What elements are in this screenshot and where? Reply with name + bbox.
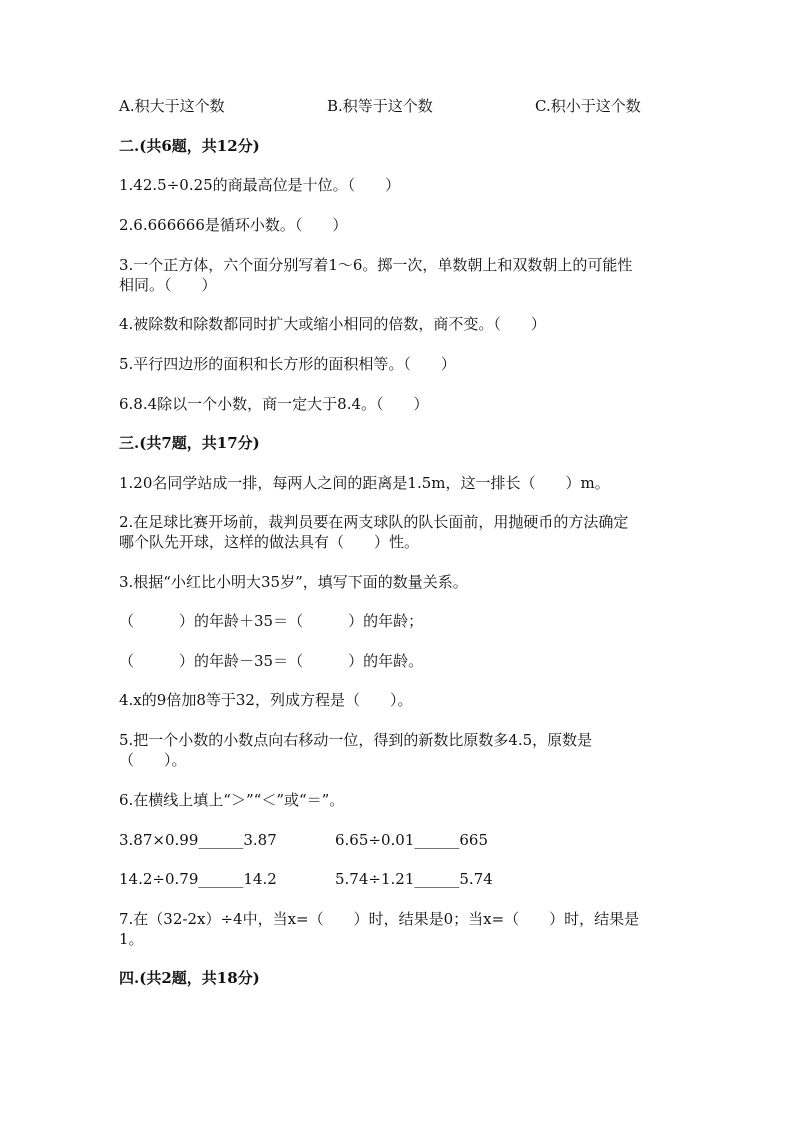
section-2-question-3-line-1: 3.一个正方体，六个面分别写着1～6。掷一次，单数朝上和双数朝上的可能性: [119, 256, 633, 274]
comparison-row-2-right: 5.74÷1.21______5.74: [335, 870, 493, 888]
section-3-question-3-blank-a: （ ）的年龄＋35＝（ ）的年龄；: [119, 612, 424, 630]
section-4-heading: 四.(共2题，共18分): [119, 969, 260, 987]
section-2-heading: 二.(共6题，共12分): [119, 137, 260, 155]
section-3-question-7-line-1: 7.在（32-2x）÷4中，当x=（ ）时，结果是0；当x=（ ）时，结果是: [119, 910, 640, 928]
section-3-question-5-line-2: （ ）。: [119, 751, 187, 769]
option-c: C.积小于这个数: [535, 97, 641, 115]
comparison-row-1-right: 6.65÷0.01______665: [335, 831, 488, 849]
section-3-question-6: 6.在横线上填上“＞”“＜”或“＝”。: [119, 791, 345, 809]
section-3-heading: 三.(共7题，共17分): [119, 434, 260, 452]
option-a: A.积大于这个数: [119, 97, 225, 115]
section-3-question-2-line-2: 哪个队先开球，这样的做法具有（ ）性。: [119, 533, 420, 551]
comparison-row-2-left: 14.2÷0.79______14.2: [119, 870, 277, 888]
section-3-question-7-line-2: 1。: [119, 930, 144, 948]
section-2-question-6: 6.8.4除以一个小数，商一定大于8.4。（ ）: [119, 395, 429, 413]
section-2-question-2: 2.6.666666是循环小数。（ ）: [119, 216, 348, 234]
section-3-question-5-line-1: 5.把一个小数的小数点向右移动一位，得到的新数比原数多4.5，原数是: [119, 731, 593, 749]
section-3-question-4: 4.x的9倍加8等于32，列成方程是（ ）。: [119, 691, 413, 709]
section-3-question-3-blank-b: （ ）的年龄－35＝（ ）的年龄。: [119, 652, 424, 670]
section-2-question-4: 4.被除数和除数都同时扩大或缩小相同的倍数，商不变。（ ）: [119, 315, 546, 333]
section-3-question-2-line-1: 2.在足球比赛开场前，裁判员要在两支球队的队长面前，用抛硬币的方法确定: [119, 513, 629, 531]
section-3-question-1: 1.20名同学站成一排，每两人之间的距离是1.5m，这一排长（ ）m。: [119, 474, 610, 492]
section-2-question-1: 1.42.5÷0.25的商最高位是十位。（ ）: [119, 176, 401, 194]
option-b: B.积等于这个数: [327, 97, 433, 115]
section-2-question-5: 5.平行四边形的面积和长方形的面积相等。（ ）: [119, 355, 456, 373]
section-3-question-3: 3.根据“小红比小明大35岁”，填写下面的数量关系。: [119, 573, 468, 591]
section-2-question-3-line-2: 相同。（ ）: [119, 276, 217, 294]
comparison-row-1-left: 3.87×0.99______3.87: [119, 831, 277, 849]
